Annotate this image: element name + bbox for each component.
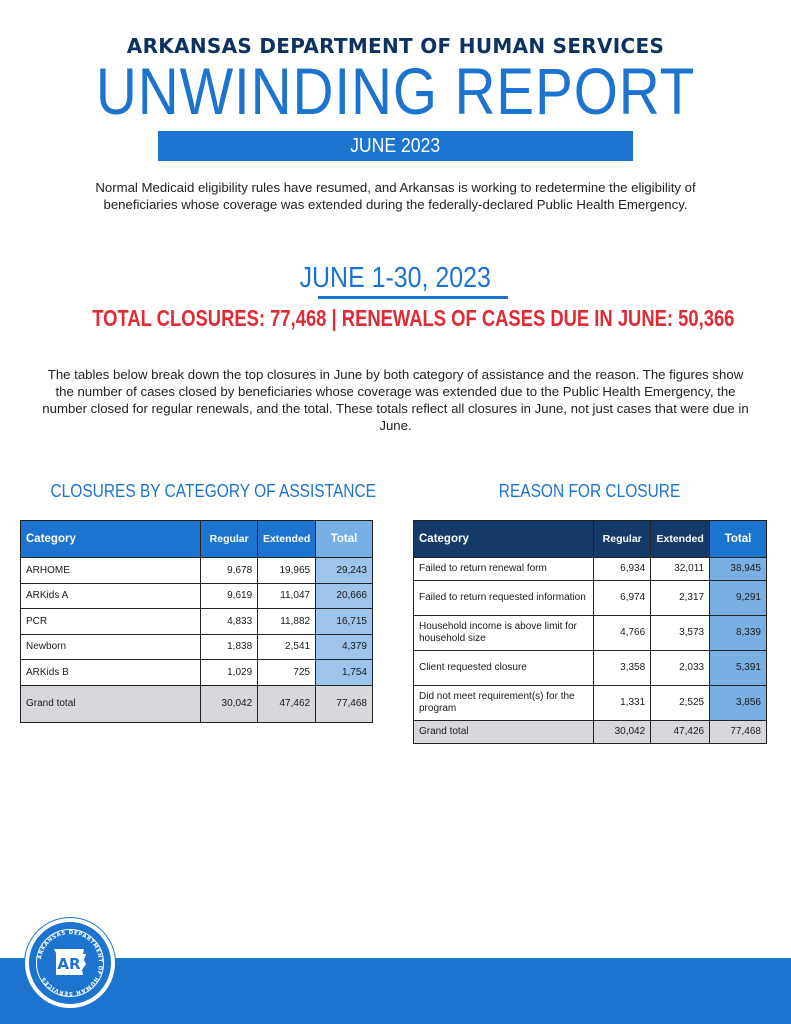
row-category: ARKids B (21, 660, 201, 686)
row-total: 5,391 (710, 651, 767, 686)
row-total: 4,379 (316, 634, 373, 660)
table-row (414, 581, 767, 616)
table-header-row (414, 521, 767, 558)
row-extended: 2,317 (651, 581, 710, 616)
grand-total-total: 77,468 (710, 721, 767, 744)
seal-ring-label: ARKANSAS DEPARTMENT OF HUMAN SERVICES (37, 929, 104, 997)
grand-total-extended: 47,462 (258, 685, 316, 722)
report-title: UNWINDING REPORT (95, 54, 696, 128)
row-regular: 1,838 (201, 634, 258, 660)
table-row (21, 634, 373, 660)
row-total: 8,339 (710, 616, 767, 651)
row-extended: 11,882 (258, 609, 316, 635)
row-extended: 3,573 (651, 616, 710, 651)
explanation-paragraph: The tables below break down the top closures in June by both category of assistance and the reason. The figures show the number of cases closed by beneficiaries whose coverage was extended due to the Public Health Emergency, the number closed for regular renewals, and the total. These totals reflect all closures in June, not just cases that were due in June. (42, 367, 749, 433)
header-extended: Extended (651, 521, 710, 558)
row-total: 29,243 (316, 558, 373, 584)
grand-total-label: Grand total (21, 685, 201, 722)
row-category: Newborn (21, 634, 201, 660)
grand-total-regular: 30,042 (594, 721, 651, 744)
row-regular: 6,974 (594, 581, 651, 616)
row-category: ARHOME (21, 558, 201, 584)
category-table-title-text: CLOSURES BY CATEGORY OF ASSISTANCE (50, 481, 376, 501)
row-regular: 1,029 (201, 660, 258, 686)
reason-table-title-text: REASON FOR CLOSURE (499, 481, 681, 501)
header-total: Total (710, 521, 767, 558)
row-regular: 4,766 (594, 616, 651, 651)
table-header-row (21, 521, 373, 558)
row-category: PCR (21, 609, 201, 635)
dhs-seal-logo (25, 918, 115, 1008)
row-regular: 1,331 (594, 686, 651, 721)
arkansas-state-icon (51, 946, 89, 978)
header-category: Category (21, 521, 201, 558)
reason-table-title (413, 481, 767, 502)
row-regular: 3,358 (594, 651, 651, 686)
row-extended: 32,011 (651, 558, 710, 581)
table-row (414, 686, 767, 721)
table-row (414, 616, 767, 651)
header-extended: Extended (258, 521, 316, 558)
row-total: 3,856 (710, 686, 767, 721)
row-regular: 6,934 (594, 558, 651, 581)
period-underline (318, 296, 508, 299)
row-regular: 4,833 (201, 609, 258, 635)
header-regular: Regular (201, 521, 258, 558)
row-extended: 2,525 (651, 686, 710, 721)
grand-total-label: Grand total (414, 721, 594, 744)
row-extended: 2,033 (651, 651, 710, 686)
row-total: 9,291 (710, 581, 767, 616)
row-extended: 11,047 (258, 583, 316, 609)
row-total: 38,945 (710, 558, 767, 581)
table-row (21, 583, 373, 609)
grand-total-regular: 30,042 (201, 685, 258, 722)
row-extended: 2,541 (258, 634, 316, 660)
row-reason: Failed to return renewal form (414, 558, 594, 581)
row-total: 16,715 (316, 609, 373, 635)
period-heading (0, 262, 791, 295)
row-regular: 9,678 (201, 558, 258, 584)
grand-total-row (21, 685, 373, 722)
row-reason: Household income is above limit for household size (414, 616, 594, 651)
category-table (20, 520, 373, 723)
seal-mark-letters: AR (57, 955, 81, 973)
row-extended: 19,965 (258, 558, 316, 584)
row-reason: Did not meet requirement(s) for the program (414, 686, 594, 721)
period-label: JUNE 1-30, 2023 (299, 262, 492, 294)
row-category: ARKids A (21, 583, 201, 609)
table-row (21, 558, 373, 584)
header-regular: Regular (594, 521, 651, 558)
grand-total-extended: 47,426 (651, 721, 710, 744)
month-label: JUNE 2023 (350, 135, 441, 157)
reason-table (413, 520, 767, 744)
agency-name: ARKANSAS DEPARTMENT OF HUMAN SERVICES (126, 34, 665, 58)
intro-paragraph: Normal Medicaid eligibility rules have resumed, and Arkansas is working to redetermine the eligibility of beneficiaries whose coverage was extended during the federally-declared Public Health Emergency. (95, 180, 696, 212)
month-banner (158, 131, 633, 161)
row-regular: 9,619 (201, 583, 258, 609)
footer-band (0, 958, 791, 1024)
category-table-title (0, 481, 433, 502)
row-extended: 725 (258, 660, 316, 686)
row-total: 20,666 (316, 583, 373, 609)
row-total: 1,754 (316, 660, 373, 686)
header-total: Total (316, 521, 373, 558)
table-row (414, 558, 767, 581)
table-row (414, 651, 767, 686)
totals-summary (0, 305, 791, 332)
table-row (21, 660, 373, 686)
row-reason: Client requested closure (414, 651, 594, 686)
header-category: Category (414, 521, 594, 558)
grand-total-row (414, 721, 767, 744)
grand-total-total: 77,468 (316, 685, 373, 722)
totals-label: TOTAL CLOSURES: 77,468 | RENEWALS OF CASES DUE IN JUNE: 50,366 (91, 305, 735, 331)
row-reason: Failed to return requested information (414, 581, 594, 616)
table-row (21, 609, 373, 635)
